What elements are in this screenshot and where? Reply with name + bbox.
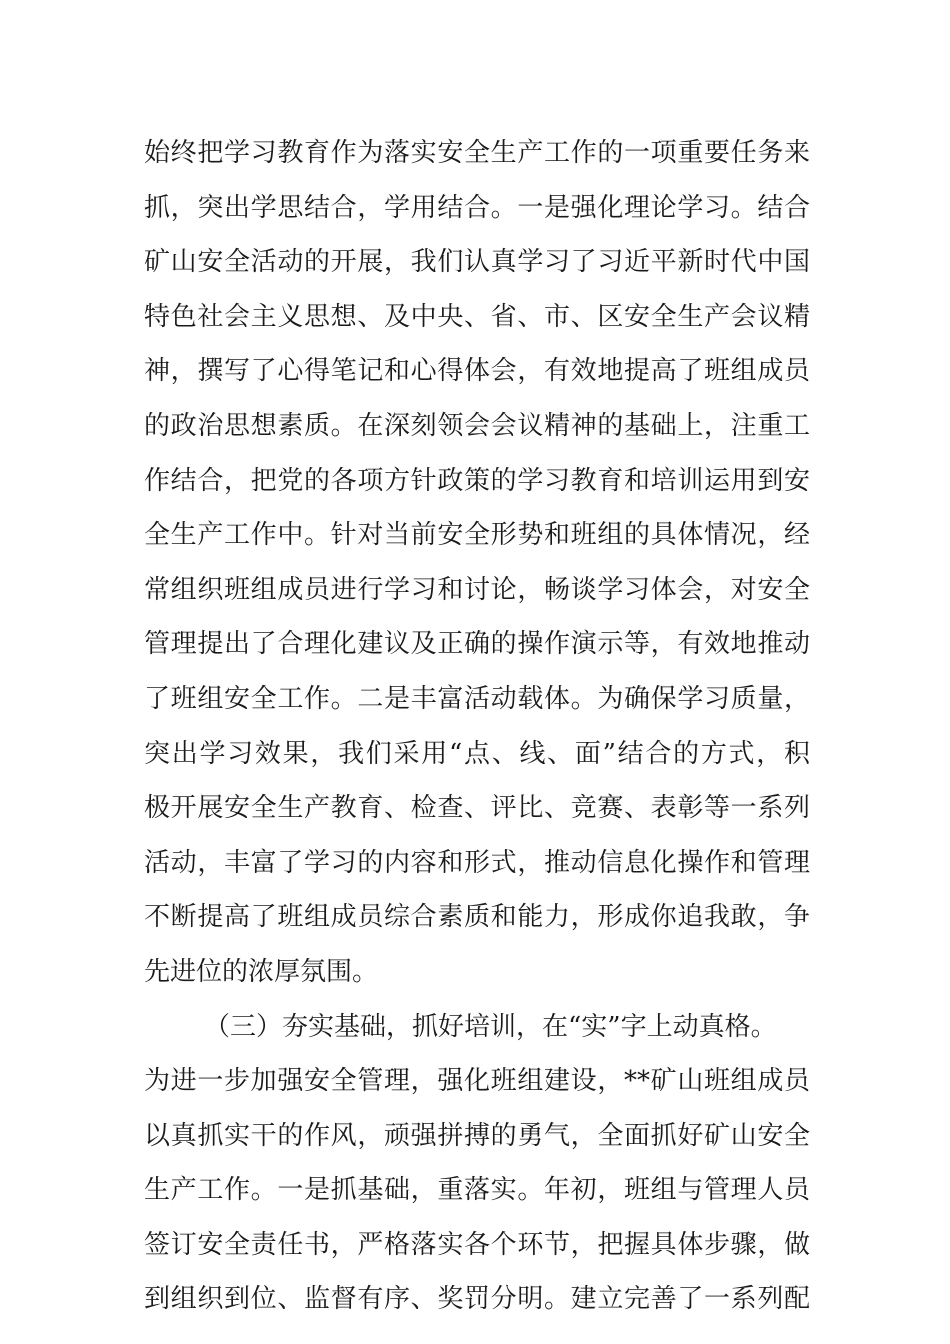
text-line: 为进一步加强安全管理，强化班组建设，**矿山班组成员	[144, 1066, 810, 1097]
text-line: 签订安全责任书，严格落实各个环节，把握具体步骤，做	[144, 1229, 810, 1260]
text-line: 特色社会主义思想、及中央、省、市、区安全生产会议精	[144, 301, 810, 332]
text-line: 抓，突出学思结合，学用结合。一是强化理论学习。结合	[144, 192, 810, 223]
text-line: 的政治思想素质。在深刻领会会议精神的基础上，注重工	[144, 410, 810, 441]
text-line: 作结合，把党的各项方针政策的学习教育和培训运用到安	[144, 465, 810, 496]
text-line: 全生产工作中。针对当前安全形势和班组的具体情况，经	[144, 520, 810, 551]
text-line: 神，撰写了心得笔记和心得体会，有效地提高了班组成员	[144, 356, 810, 387]
section-heading: （三）夯实基础，抓好培训，在“实”字上动真格。	[204, 1011, 777, 1042]
text-line: 先进位的浓厚氛围。	[144, 956, 379, 987]
text-line: 常组织班组成员进行学习和讨论，畅谈学习体会，对安全	[144, 574, 810, 605]
body-text	[144, 126, 810, 1327]
text-line: 极开展安全生产教育、检查、评比、竞赛、表彰等一系列	[144, 793, 810, 824]
text-line: 以真抓实干的作风，顽强拼搏的勇气，全面抓好矿山安全	[144, 1120, 810, 1151]
text-line: 活动，丰富了学习的内容和形式，推动信息化操作和管理	[144, 847, 810, 878]
text-line: 管理提出了合理化建议及正确的操作演示等，有效地推动	[144, 629, 810, 660]
text-line: 了班组安全工作。二是丰富活动载体。为确保学习质量，	[144, 683, 810, 714]
text-line: 始终把学习教育作为落实安全生产工作的一项重要任务来	[144, 138, 810, 168]
text-line: 生产工作。一是抓基础，重落实。年初，班组与管理人员	[144, 1175, 810, 1206]
text-line: 不断提高了班组成员综合素质和能力，形成你追我敢，争	[144, 902, 810, 933]
text-line: 矿山安全活动的开展，我们认真学习了习近平新时代中国	[144, 247, 810, 278]
text-line: 突出学习效果，我们采用“点、线、面”结合的方式，积	[144, 738, 810, 769]
text-line: 到组织到位、监督有序、奖罚分明。建立完善了一系列配	[144, 1284, 810, 1315]
